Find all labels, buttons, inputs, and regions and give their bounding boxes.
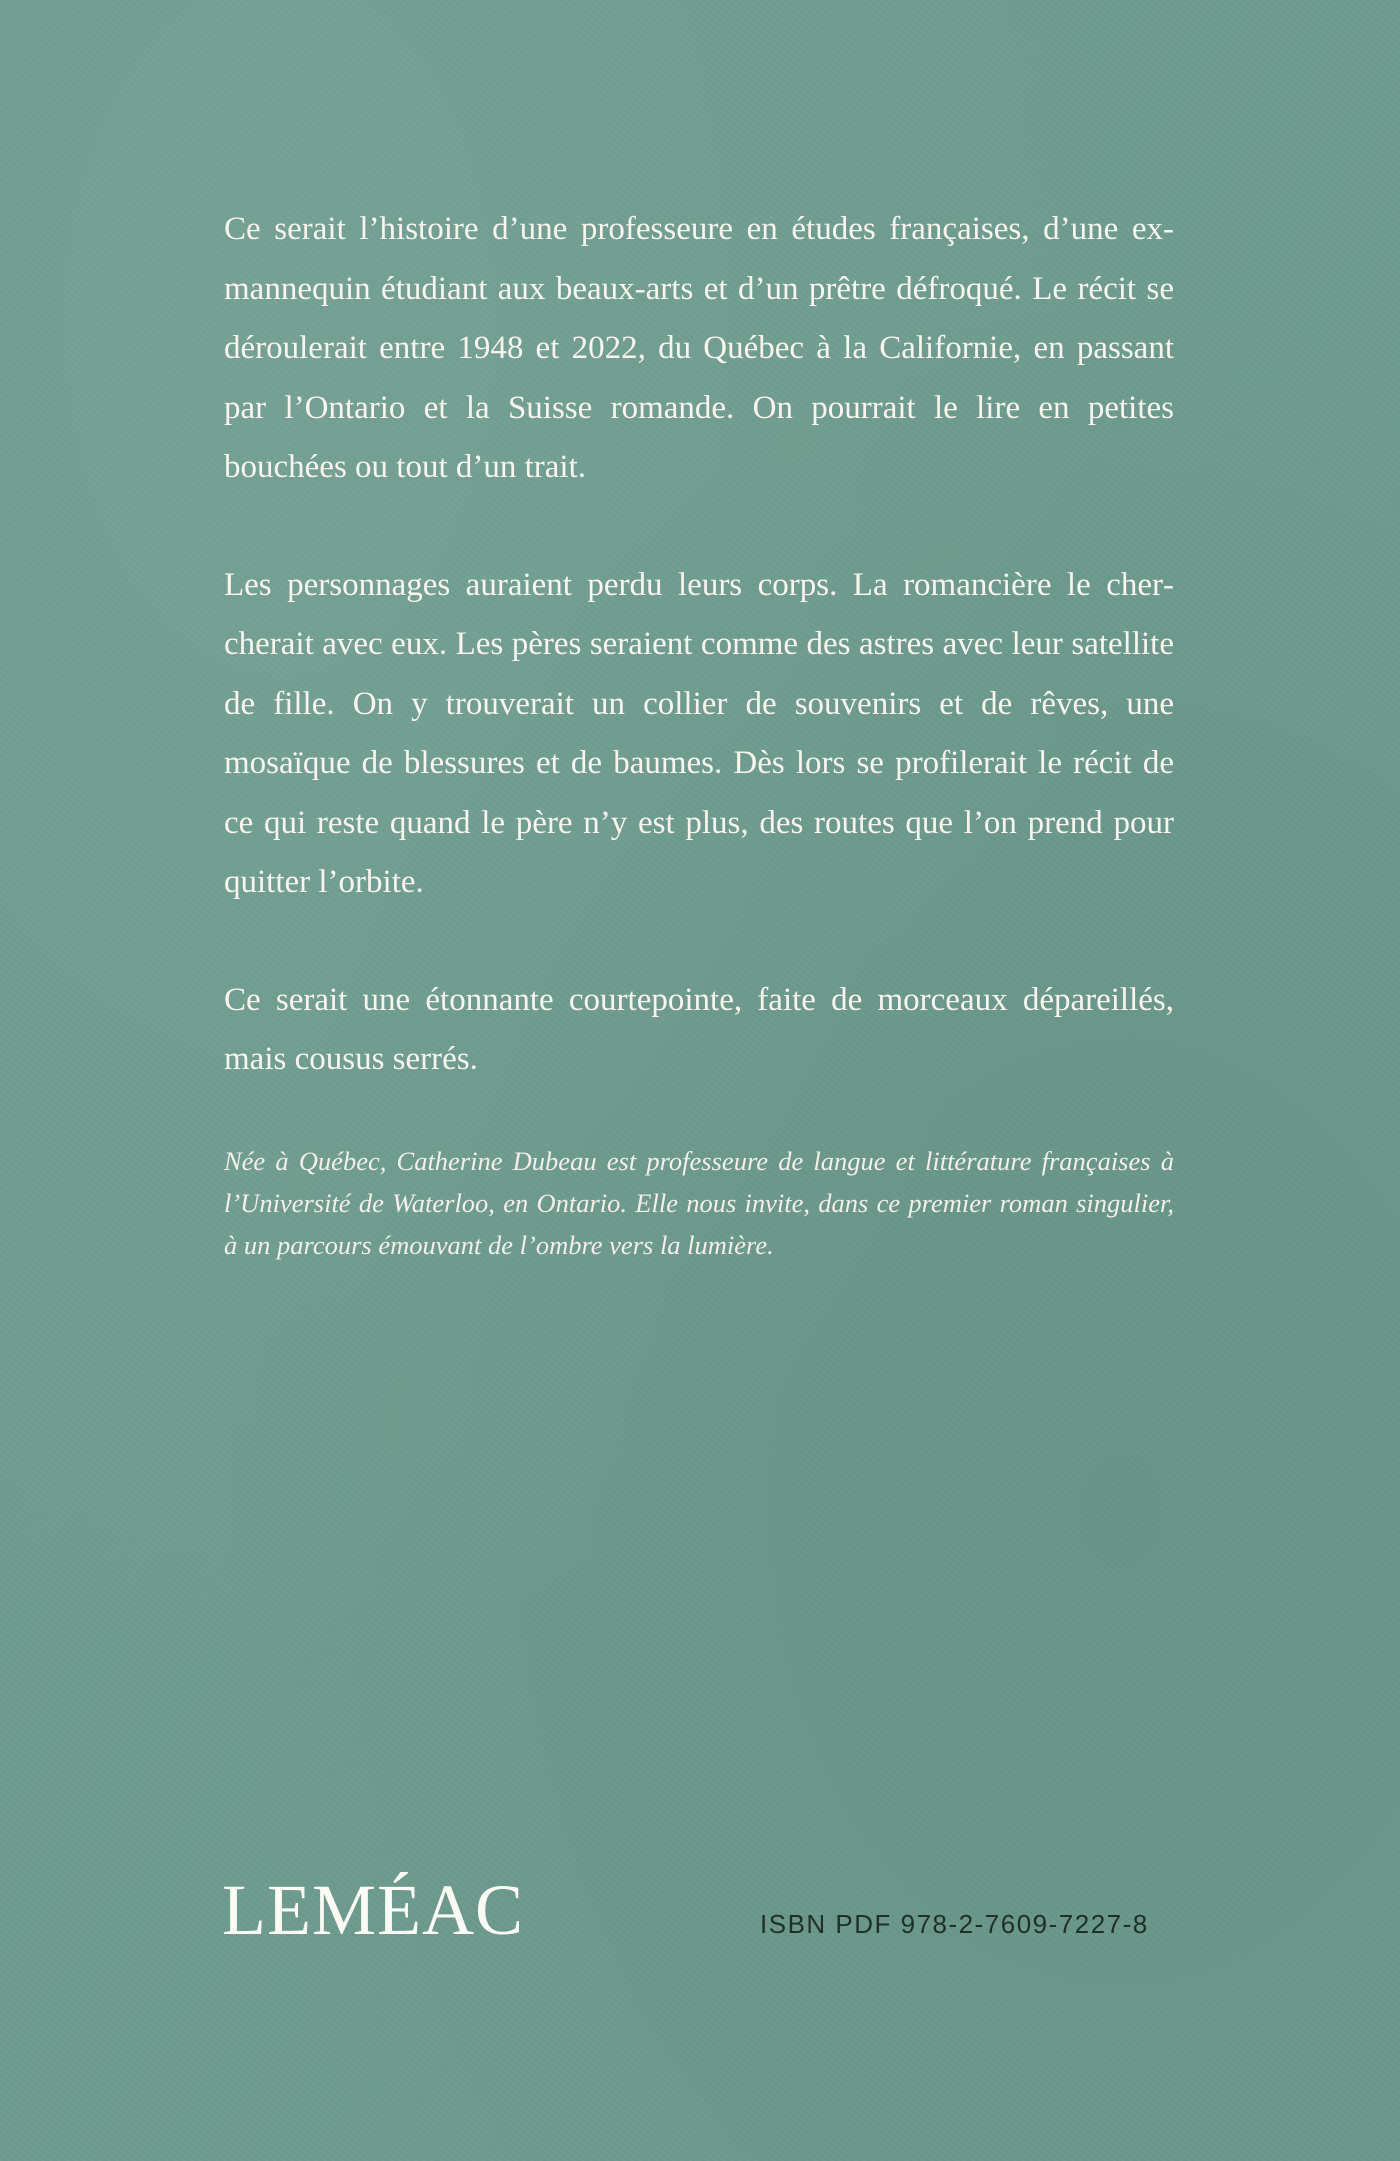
blurb-paragraph-3: Ce serait une étonnante courtepointe, faite de morceaux dépareillés, mais cousus serrés. <box>224 981 1174 1077</box>
author-bio: Née à Québec, Catherine Dubeau est professeure de langue et littérature françaises à l’Université de Waterloo, en Ontario. Elle nous invite, dans ce premier roman singulier, à un parcours émouvant de l’ombre vers la lumière. <box>224 1146 1174 1260</box>
blurb-paragraph-1: Ce serait l’histoire d’une professeure en études françaises, d’une ex-mannequin étudiant aux beaux-arts et d’un prêtre défroqué. Le récit se déroulerait entre 1948 et 2022, du Québec à la Californie, en passant par l’Ontario et la Suisse romande. On pourrait le lire en petites bouchées ou tout d’un trait. <box>224 211 1174 485</box>
blurb-text <box>224 200 1174 1148</box>
isbn-label: ISBN PDF 978-2-7609-7227-8 <box>760 1909 1149 1939</box>
blurb-paragraph-2: Les personnages auraient perdu leurs corps. La romancière le chercherait avec eux. Les pères seraient comme des astres avec leur satellite de fille. On y trouverait un collier de souvenirs et de rêves, une mosaïque de blessures et de baumes. Dès lors se profilerait le récit de ce qui reste quand le père n’y est plus, des routes que l’on prend pour quitter l’orbite. <box>224 566 1174 900</box>
publisher-logo: LEMÉAC <box>222 1870 524 1950</box>
